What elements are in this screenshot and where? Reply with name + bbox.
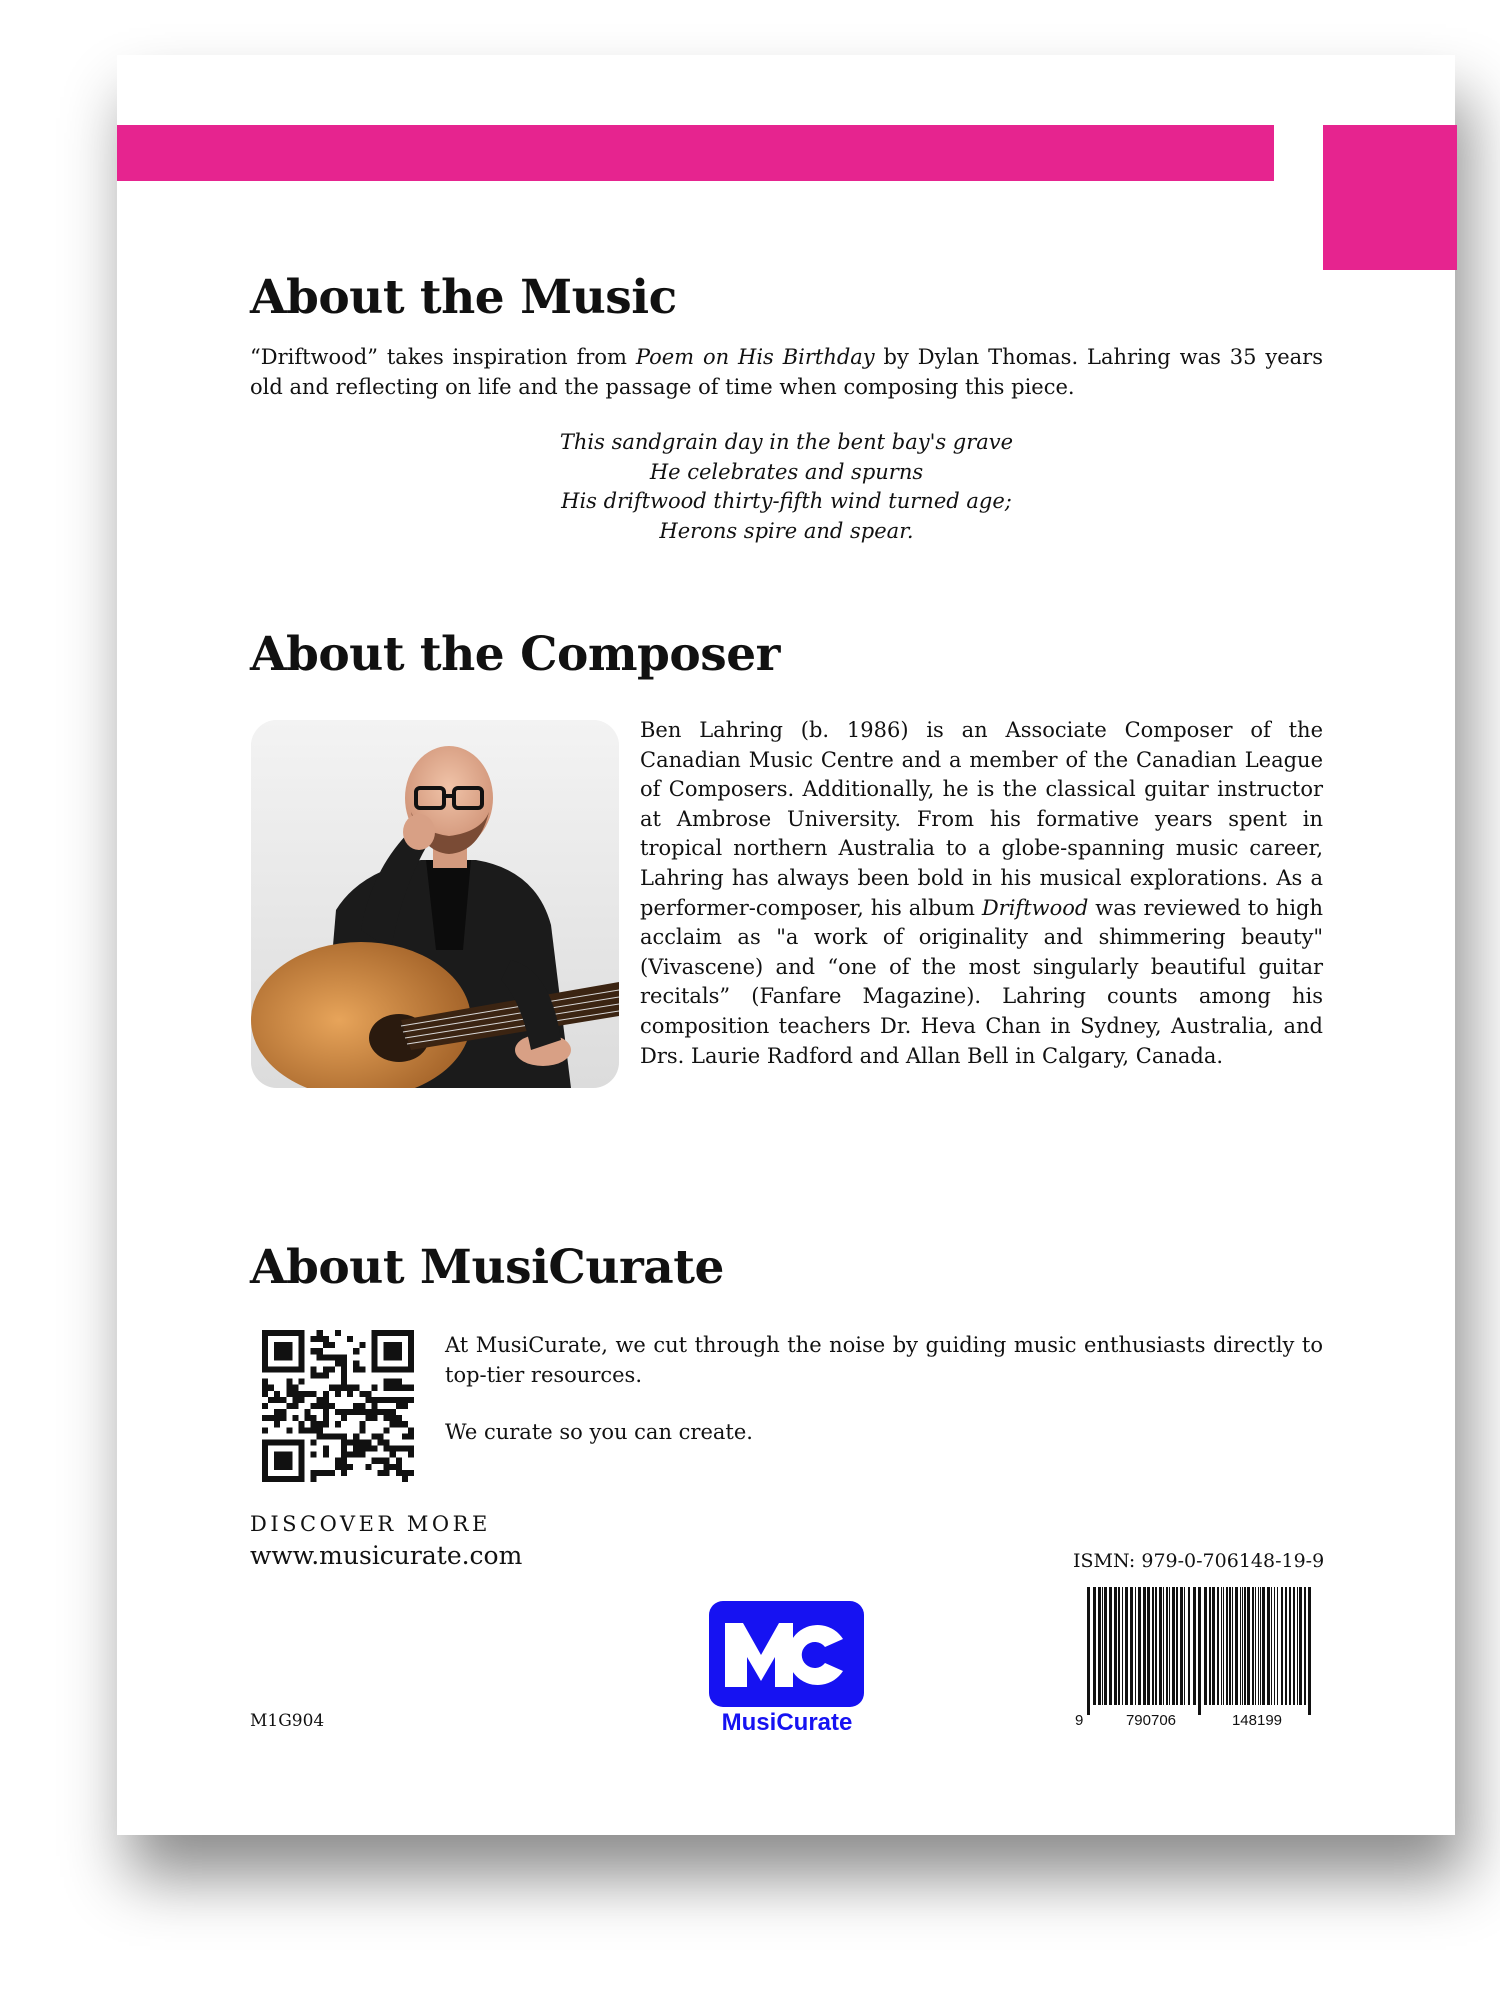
barcode-bar (1226, 1587, 1228, 1705)
barcode-bar (1308, 1587, 1311, 1715)
barcode-bar (1184, 1587, 1185, 1705)
barcode-bar (1293, 1587, 1295, 1705)
ismn-number: ISMN: 979-0-706148-19-9 (1073, 1550, 1325, 1572)
barcode-digit-right: 148199 (1231, 1712, 1283, 1727)
barcode-bar (1169, 1587, 1170, 1705)
composer-portrait-illustration (251, 720, 619, 1088)
barcode-bar (1232, 1587, 1233, 1705)
barcode-bar (1176, 1587, 1178, 1705)
barcode-bar (1267, 1587, 1270, 1705)
catalog-code: M1G904 (250, 1711, 325, 1731)
barcode-bar (1098, 1587, 1101, 1705)
barcode-bar (1114, 1587, 1117, 1705)
barcode-bar (1172, 1587, 1175, 1705)
barcode-bar (1147, 1587, 1150, 1705)
barcode-bar (1104, 1587, 1107, 1705)
composer-bio (640, 716, 1323, 1071)
barcode-bar (1240, 1587, 1241, 1705)
barcode-bar (1212, 1587, 1215, 1705)
musicurate-logo-text: MusiCurate (721, 1709, 853, 1736)
barcode-bar (1130, 1587, 1133, 1705)
barcode-bar (1188, 1587, 1190, 1705)
barcode-bar (1281, 1587, 1283, 1705)
intro-text-b: by Dylan Thomas. Lahring was 35 years old and reflecting on life and the passage of time when composing this piece. (250, 345, 1323, 399)
barcode-bar (1217, 1587, 1219, 1705)
barcode-bar (1087, 1587, 1090, 1715)
intro-text-a: “Driftwood” takes inspiration from (250, 345, 636, 369)
barcode-bar (1209, 1587, 1211, 1705)
barcode-bar (1122, 1587, 1123, 1705)
barcode-bar (1285, 1587, 1287, 1705)
barcode-bar (1125, 1587, 1128, 1705)
about-music-heading: About the Music (250, 270, 677, 325)
musicurate-tagline: We curate so you can create. (445, 1420, 753, 1444)
barcode-bar (1143, 1587, 1146, 1705)
composer-photo (251, 720, 619, 1088)
barcode-bar (1229, 1587, 1231, 1705)
barcode-bar (1198, 1587, 1201, 1715)
website-link[interactable]: www.musicurate.com (250, 1541, 523, 1570)
barcode-bar (1193, 1587, 1196, 1705)
barcode-bar (1262, 1587, 1265, 1705)
musicurate-description: At MusiCurate, we cut through the noise by guiding music enthusiasts directly to top-tier resources. (445, 1333, 1323, 1387)
about-music-intro (250, 342, 1323, 402)
barcode-bar (1277, 1587, 1278, 1705)
barcode-bar (1163, 1587, 1164, 1705)
barcode-bar (1138, 1587, 1141, 1705)
barcode-bar (1180, 1587, 1183, 1705)
barcode-bar (1274, 1587, 1275, 1705)
poem-line: This sandgrain day in the bent bay's grave (559, 430, 1014, 454)
poem-line: His driftwood thirty-fifth wind turned age; (561, 489, 1012, 513)
barcode-bar (1297, 1587, 1298, 1705)
poem-title: Poem on His Birthday (635, 345, 875, 369)
poem-line: Herons spire and spear. (659, 518, 914, 543)
barcode-digit-prefix: 9 (1075, 1712, 1084, 1727)
barcode-bar (1093, 1587, 1096, 1705)
qr-code[interactable] (262, 1330, 414, 1482)
bio-text-a: Ben Lahring (b. 1986) is an Associate Composer of the Canadian Music Centre and a member of the Canadian League of Composers. Additionally, he is the classical guitar instructor at Ambrose University. From his formative years spent in tropical northern Australia to a globe-spanning music career, Lahring has always been bold in his musical explorations. As a performer-composer, his album (640, 718, 1323, 920)
barcode-bar (1166, 1587, 1168, 1705)
discover-more-label: DISCOVER MORE (250, 1512, 491, 1536)
barcode-bar (1242, 1587, 1243, 1705)
accent-band (117, 125, 1274, 181)
barcode-bar (1118, 1587, 1120, 1705)
barcode-bar (1304, 1587, 1306, 1705)
barcode-bar (1159, 1587, 1162, 1705)
bio-text-b: was reviewed to high acclaim as "a work of originality and shimmering beauty" (Vivascene) and “one of the most singularly beautiful guitar recitals” (Fanfare Magazine). Lahring counts among his composition teachers Dr. Heva Chan in Sydney, Australia, and Drs. Laurie Radford and Allan Bell in Calgary, Canada. (640, 895, 1323, 1068)
barcode-bar (1235, 1587, 1238, 1705)
barcode-bar (1155, 1587, 1157, 1705)
barcode-bar (1255, 1587, 1256, 1705)
barcode-bar (1109, 1587, 1112, 1705)
about-musicurate-heading: About MusiCurate (250, 1240, 724, 1295)
mc-logo-icon (709, 1601, 864, 1707)
poem-line: He celebrates and spurns (649, 459, 924, 484)
barcode-bar (1152, 1587, 1154, 1705)
accent-corner-block (1323, 125, 1457, 270)
barcode-bar (1244, 1587, 1246, 1705)
musicurate-logo (709, 1601, 864, 1707)
barcode-digit-left: 790706 (1125, 1712, 1177, 1727)
barcode-bar (1289, 1587, 1291, 1705)
album-title: Driftwood (981, 895, 1089, 920)
barcode-bar (1223, 1587, 1224, 1705)
barcode-bar (1271, 1587, 1272, 1705)
about-composer-heading: About the Composer (250, 627, 780, 682)
barcode (1073, 1587, 1323, 1727)
barcode-bar (1102, 1587, 1103, 1705)
barcode-bar (1247, 1587, 1250, 1705)
barcode-bar (1221, 1587, 1222, 1705)
barcode-bar (1252, 1587, 1254, 1705)
barcode-bar (1204, 1587, 1207, 1705)
barcode-bar (1135, 1587, 1136, 1705)
barcode-bar (1260, 1587, 1261, 1705)
poem-excerpt (250, 428, 1323, 546)
barcode-bar (1299, 1587, 1302, 1705)
barcode-bar (1258, 1587, 1259, 1705)
